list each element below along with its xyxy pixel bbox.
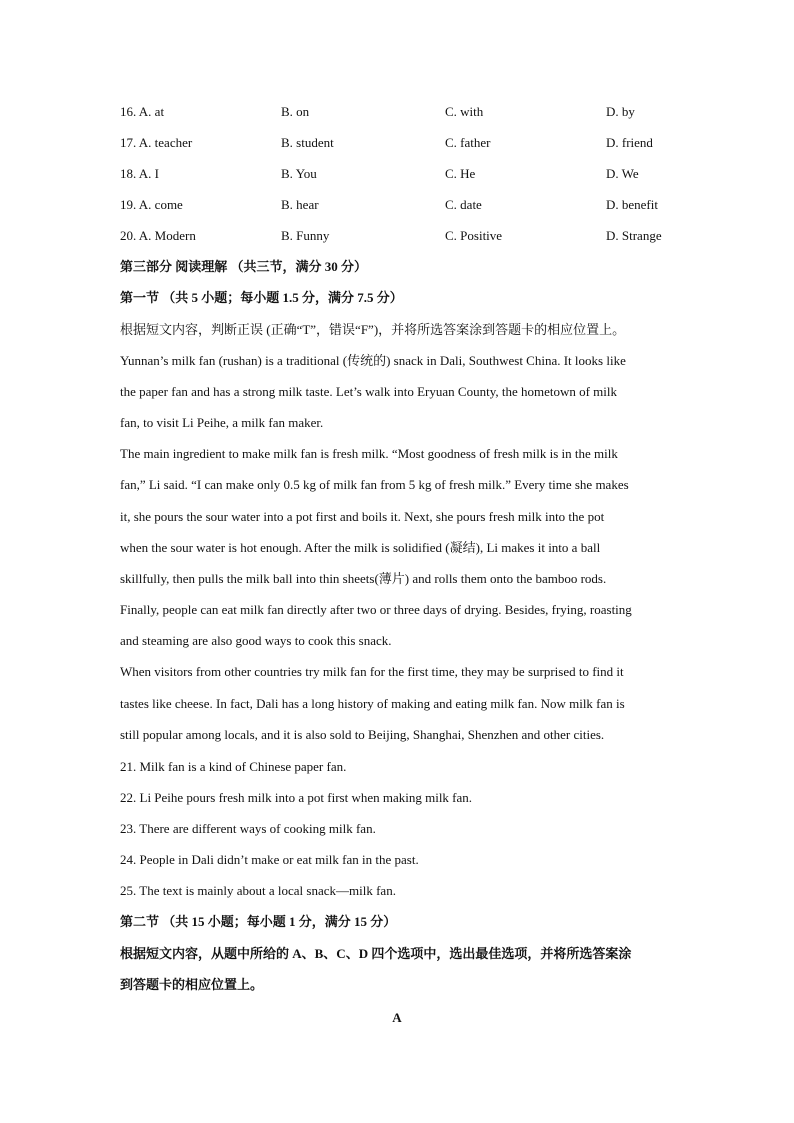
question-24: 24. People in Dali didn’t make or eat milk fan in the past. (120, 852, 419, 867)
passage-line: Finally, people can eat milk fan directly after two or three days of drying. Besides, frying, roasting (120, 602, 632, 617)
option-c: C. He (445, 166, 476, 181)
part-2-title: 第二节 （共 15 小题；每小题 1 分，满分 15 分） (120, 914, 397, 929)
option-b: B. student (281, 135, 334, 150)
passage-line: when the sour water is hot enough. After the milk is solidified (凝结), Li makes it into a ball (120, 540, 601, 555)
passage-label: A (392, 1010, 402, 1025)
option-b: B. Funny (281, 228, 330, 243)
passage-line: skillfully, then pulls the milk ball into thin sheets(薄片) and rolls them onto the bamboo rods. (120, 571, 607, 586)
option-row-19 (120, 194, 680, 216)
passage-line: the paper fan and has a strong milk taste. Let’s walk into Eryuan County, the hometown of milk (120, 384, 618, 399)
option-a: 20. A. Modern (120, 228, 196, 243)
passage-line: still popular among locals, and it is also sold to Beijing, Shanghai, Shenzhen and other cities. (120, 727, 605, 742)
passage-line: When visitors from other countries try milk fan for the first time, they may be surprised to find it (120, 664, 624, 679)
option-row-16 (120, 101, 680, 123)
option-d: D. by (606, 104, 635, 119)
passage-line: fan, to visit Li Peihe, a milk fan maker. (120, 415, 324, 430)
passage-line: tastes like cheese. In fact, Dali has a long history of making and eating milk fan. Now milk fan is (120, 696, 625, 711)
option-b: B. You (281, 166, 317, 181)
option-row-20 (120, 225, 680, 247)
option-d: D. Strange (606, 228, 662, 243)
question-25: 25. The text is mainly about a local snack—milk fan. (120, 883, 396, 898)
part-2-instruction: 到答题卡的相应位置上。 (120, 977, 264, 992)
option-c: C. with (445, 104, 484, 119)
part-2-instruction: 根据短文内容，从题中所给的 A、B、C、D 四个选项中，选出最佳选项，并将所选答案涂 (120, 946, 632, 961)
option-row-18 (120, 163, 680, 185)
passage-line: it, she pours the sour water into a pot first and boils it. Next, she pours fresh milk into the pot (120, 509, 605, 524)
option-a: 17. A. teacher (120, 135, 193, 150)
option-d: D. friend (606, 135, 653, 150)
option-b: B. on (281, 104, 310, 119)
question-22: 22. Li Peihe pours fresh milk into a pot first when making milk fan. (120, 790, 473, 805)
option-d: D. benefit (606, 197, 658, 212)
option-row-17 (120, 132, 680, 154)
option-a: 16. A. at (120, 104, 165, 119)
passage-line: fan,” Li said. “I can make only 0.5 kg of milk fan from 5 kg of fresh milk.” Every time she makes (120, 477, 629, 492)
part-1-title: 第一节 （共 5 小题；每小题 1.5 分，满分 7.5 分） (120, 290, 403, 305)
passage-line: and steaming are also good ways to cook this snack. (120, 633, 392, 648)
part-1-instruction: 根据短文内容，判断正误 (正确“T”，错误“F”)，并将所选答案涂到答题卡的相应位置上。 (120, 322, 626, 337)
option-c: C. Positive (445, 228, 503, 243)
passage-line: The main ingredient to make milk fan is fresh milk. “Most goodness of fresh milk is in the milk (120, 446, 618, 461)
question-23: 23. There are different ways of cooking milk fan. (120, 821, 376, 836)
option-c: C. father (445, 135, 491, 150)
option-b: B. hear (281, 197, 319, 212)
question-21: 21. Milk fan is a kind of Chinese paper fan. (120, 759, 347, 774)
option-c: C. date (445, 197, 482, 212)
passage-line: Yunnan’s milk fan (rushan) is a traditional (传统的) snack in Dali, Southwest China. It looks like (120, 353, 626, 368)
option-a: 19. A. come (120, 197, 183, 212)
option-d: D. We (606, 166, 639, 181)
option-a: 18. A. I (120, 166, 159, 181)
section-3-title: 第三部分 阅读理解 （共三节，满分 30 分） (120, 259, 368, 274)
